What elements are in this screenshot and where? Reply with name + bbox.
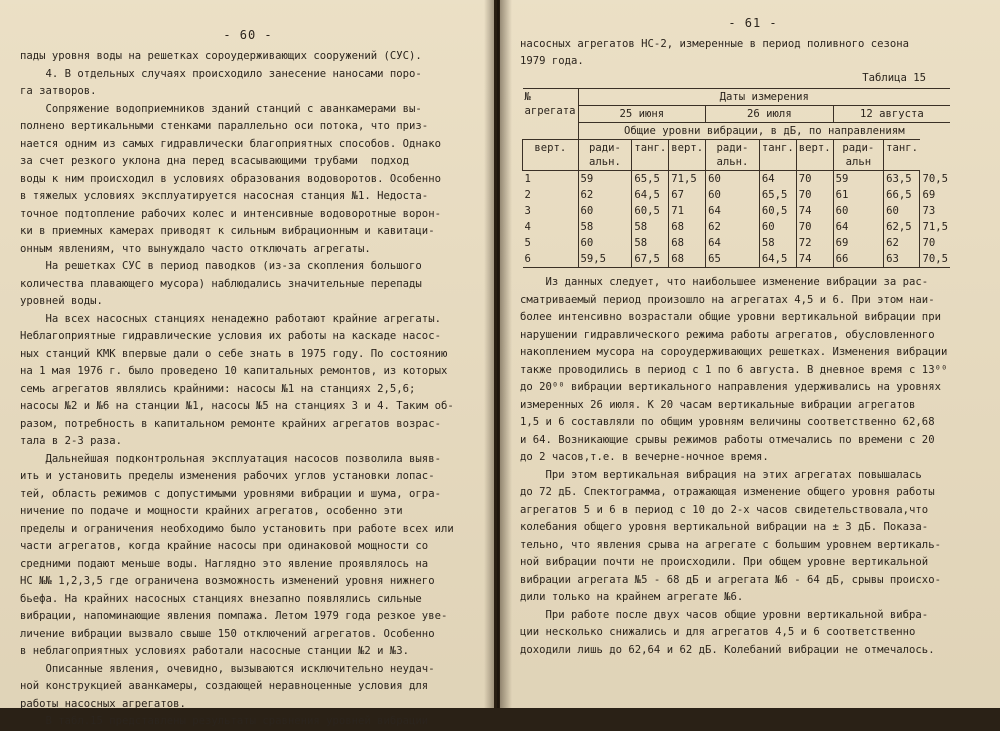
table-row <box>523 203 951 219</box>
date-header: 25 июня <box>578 106 706 123</box>
value-cell: 64,5 <box>632 187 669 203</box>
vibration-table <box>522 88 950 268</box>
text-line: в тяжелых условиях эксплуатируется насосная станция №1. Недоста- <box>20 190 429 202</box>
value-cell: 63,5 <box>884 171 920 188</box>
row-header: № агрегата <box>523 89 579 140</box>
text-line: также проводились в период с 1 по 6 августа. В дневное время с 13⁰⁰ <box>520 363 948 376</box>
text-line: личение вибрации вызвало свыше 150 отключений агрегатов. Особенно <box>20 627 435 640</box>
direction-header: верт. <box>523 140 579 171</box>
right-page <box>500 0 1000 708</box>
direction-header: верт. <box>796 140 833 171</box>
table-row <box>523 219 951 235</box>
text-line: 4. В отдельных случаях происходило занесение наносами поро- <box>20 67 422 80</box>
text-line: количества плавающего мусора) наблюдались значительные перепады <box>20 277 422 290</box>
text-line: На всех насосных станциях ненадежно работают крайние агрегаты. <box>20 312 441 325</box>
value-cell: 72 <box>796 235 833 251</box>
text-line: тельно, что явления срыва на агрегате с большим уровнем вертикаль- <box>520 538 941 551</box>
value-cell: 65,5 <box>759 187 796 203</box>
value-cell: 71,5 <box>920 219 950 235</box>
value-cell: 59 <box>833 171 883 188</box>
value-cell: 68 <box>669 251 706 268</box>
unit-number-cell: 5 <box>524 237 531 249</box>
text-line: ничение по подаче и мощности крайних агрегатов, особенно эти <box>20 505 403 517</box>
value-cell: 73 <box>920 203 950 219</box>
text-line: нается одним из самых гидравлически благоприятных способов. Однако <box>20 137 441 150</box>
value-cell: 61 <box>833 187 883 203</box>
value-cell: 65,5 <box>632 171 669 188</box>
text-line: тей, область режимов с допустимыми уровнями вибрации и шума, огра- <box>20 487 441 500</box>
text-line: 1979 года. <box>520 55 584 67</box>
text-line: накоплением мусора на сороудерживающих решетках. Изменения вибрации <box>520 346 948 358</box>
date-header: 12 августа <box>833 106 950 123</box>
value-cell: 60 <box>578 203 632 219</box>
value-cell: 69 <box>833 235 883 251</box>
value-cell: 66 <box>833 251 883 268</box>
table-row <box>523 187 951 203</box>
value-cell: 62 <box>706 219 760 235</box>
text-line: бьефа. На крайних насосных станциях внезапно появлялись сильные <box>20 592 422 605</box>
page-number: - 60 - <box>223 28 273 42</box>
value-cell: 65 <box>706 251 760 268</box>
value-cell: 58 <box>632 219 669 235</box>
page-body-text <box>520 274 986 659</box>
unit-number-cell: 4 <box>524 221 531 233</box>
text-line: до 2 часов,т.е. в вечерне-ночное время. <box>520 451 769 463</box>
value-cell: 60 <box>833 203 883 219</box>
direction-header: ради-альн. <box>578 140 632 171</box>
unit-number-cell: 1 <box>524 173 531 185</box>
table-row <box>523 171 951 188</box>
value-cell: 64 <box>706 203 760 219</box>
left-page <box>0 0 494 727</box>
text-line: более интенсивно возрастали общие уровни вертикальной вибрации при <box>520 311 941 323</box>
unit-number-cell: 3 <box>524 205 531 217</box>
text-line: дили только на крайнем агрегате №6. <box>520 591 744 603</box>
value-cell: 71,5 <box>669 171 706 188</box>
text-line: вибрации агрегата №5 - 68 дБ и агрегата №6 - 64 дБ, срывы происхо- <box>520 573 941 586</box>
text-line: ной вибрации почти не происходили. При общем уровне вертикальной <box>520 556 929 568</box>
text-line: Описанные явления, очевидно, вызываются исключительно неудач- <box>20 662 435 675</box>
text-line: насосных агрегатов НС-2, измеренные в период поливного сезона <box>520 38 910 50</box>
value-cell: 66,5 <box>884 187 920 203</box>
text-line: ной конструкцией аванкамеры, создающей неравноценные условия для <box>20 680 429 692</box>
value-cell: 70,5 <box>920 251 950 268</box>
value-cell: 70 <box>796 187 833 203</box>
direction-header: танг. <box>632 140 669 171</box>
value-cell: 68 <box>669 219 706 235</box>
direction-header: танг. <box>884 140 920 171</box>
value-cell: 58 <box>759 235 796 251</box>
text-line: пределы и ограничения необходимо было установить при работе всех или <box>20 522 454 535</box>
table-caption <box>520 36 986 70</box>
value-cell: 60 <box>578 235 632 251</box>
text-line: тала в 2-3 раза. <box>20 435 123 447</box>
direction-header: ради-альн <box>833 140 883 171</box>
value-cell: 68 <box>669 235 706 251</box>
text-line: Неблагоприятные гидравлические условия их работы на каскаде насос- <box>20 330 441 342</box>
value-cell: 63 <box>884 251 920 268</box>
text-line: измеренных 26 июля. К 20 часам вертикальные вибрации агрегатов <box>520 398 916 411</box>
text-line: работы насосных агрегатов. <box>20 697 186 710</box>
value-cell: 71 <box>669 203 706 219</box>
levels-header: Общие уровни вибрации, в дБ, по направлениям <box>578 123 950 140</box>
value-cell: 64 <box>833 219 883 235</box>
direction-header: верт. <box>669 140 706 171</box>
text-line: средними подают меньше воды. Наглядно это явление проявлялось на <box>20 557 429 570</box>
text-line: ки в приемных камерах приводят к сильным вибрационным и кавитаци- <box>20 225 435 237</box>
value-cell: 70 <box>920 235 950 251</box>
value-cell: 64,5 <box>759 251 796 268</box>
text-line: точное подтопление рабочих колес и интенсивные водоворотные ворон- <box>20 207 441 220</box>
value-cell: 58 <box>632 235 669 251</box>
text-line: ить и установить пределы изменения рабочих углов установки лопас- <box>20 470 435 482</box>
page-body-text <box>20 48 476 731</box>
text-line: сматриваемый период произошло на агрегатах 4,5 и 6. При этом наи- <box>520 293 935 306</box>
table-row <box>523 235 951 251</box>
text-line: нарушении гидравлического режима работы агрегатов, обусловленного <box>520 328 935 341</box>
value-cell: 60,5 <box>632 203 669 219</box>
value-cell: 74 <box>796 203 833 219</box>
value-cell: 67,5 <box>632 251 669 268</box>
page-number: - 61 - <box>728 16 778 30</box>
text-line: в неблагоприятных условиях работали насосные станции №2 и №3. <box>20 645 410 657</box>
direction-header: ради-альн. <box>706 140 760 171</box>
table-title: Таблица 15 <box>862 72 926 84</box>
text-line: доходили лишь до 62,64 и 62 дБ. Колебаний вибрации не отмечалось. <box>520 643 935 656</box>
value-cell: 62 <box>884 235 920 251</box>
text-line: В табл.15 представлены результаты сравнения уровней вибрации <box>20 715 429 727</box>
text-line: разом, потребность в капитальном ремонте крайних агрегатов возрас- <box>20 417 441 430</box>
unit-number-cell: 2 <box>524 189 531 201</box>
table-row <box>523 251 951 268</box>
text-line: за счет резкого уклона дна перед всасывающими трубами подход <box>20 155 410 167</box>
text-line: до 72 дБ. Спектограмма, отражающая изменение общего уровня работы <box>520 486 935 498</box>
dates-header: Даты измерения <box>578 89 950 106</box>
text-line: онным явлениям, что вынуждало часто отключать агрегаты. <box>20 242 371 255</box>
text-line: На решетках СУС в период паводков (из-за скопления большого <box>20 260 422 272</box>
text-line: части агрегатов, когда крайние насосы при одинаковой мощности со <box>20 540 429 552</box>
text-line: полнено вертикальными стенками параллельно оси потока, что приз- <box>20 120 429 132</box>
value-cell: 62,5 <box>884 219 920 235</box>
value-cell: 60 <box>706 187 760 203</box>
value-cell: 59 <box>578 171 632 188</box>
text-line: НС №№ 1,2,3,5 где ограничена возможность изменений уровня нижнего <box>20 575 435 587</box>
text-line: ных станций КМК впервые дали о себе знать в 1975 году. По состоянию <box>20 347 448 360</box>
value-cell: 70,5 <box>920 171 950 188</box>
value-cell: 59,5 <box>578 251 632 268</box>
value-cell: 64 <box>759 171 796 188</box>
direction-header: танг. <box>759 140 796 171</box>
text-line: до 20⁰⁰ вибрации вертикального направления удерживались на уровнях <box>520 381 941 393</box>
value-cell: 60,5 <box>759 203 796 219</box>
value-cell: 62 <box>578 187 632 203</box>
text-line: пады уровня воды на решетках сороудерживающих сооружений (СУС). <box>20 50 422 62</box>
value-cell: 70 <box>796 219 833 235</box>
value-cell: 60 <box>759 219 796 235</box>
text-line: вибрации, напоминающие явления помпажа. Летом 1979 года резкое уве- <box>20 610 448 622</box>
text-line: семь агрегатов являлись крайними: насосы №1 на станциях 2,5,6; <box>20 382 416 395</box>
value-cell: 60 <box>706 171 760 188</box>
text-line: При работе после двух часов общие уровни вертикальной вибра- <box>520 608 929 621</box>
value-cell: 70 <box>796 171 833 188</box>
text-line: Сопряжение водоприемников зданий станций с аванкамерами вы- <box>20 102 422 115</box>
text-line: 1,5 и 6 составляли по общим уровням величины соответственно 62,68 <box>520 416 935 428</box>
text-line: При этом вертикальная вибрация на этих агрегатах повышалась <box>520 468 922 481</box>
value-cell: 60 <box>884 203 920 219</box>
unit-number-cell: 6 <box>523 251 579 268</box>
text-line: насосы №2 и №6 на станции №1, насосы №5 на станциях 3 и 4. Таким об- <box>20 400 454 412</box>
text-line: Дальнейшая подконтрольная эксплуатация насосов позволила выяв- <box>20 452 441 465</box>
value-cell: 64 <box>706 235 760 251</box>
text-line: колебания общего уровня вертикальной вибрации на ± 3 дБ. Показа- <box>520 521 929 533</box>
text-line: воды к ним происходил в условиях образования водоворотов. Особенно <box>20 172 441 185</box>
value-cell: 58 <box>578 219 632 235</box>
value-cell: 74 <box>796 251 833 268</box>
text-line: агрегатов 5 и 6 в период с 10 до 2-х часов свидетельствовала,что <box>520 503 929 516</box>
text-line: и 64. Возникающие срывы режимов работы отмечались по времени с 20 <box>520 433 935 446</box>
date-header: 26 июля <box>706 106 834 123</box>
text-line: на 1 мая 1976 г. было проведено 10 капитальных ремонтов, из которых <box>20 365 448 377</box>
text-line: га затворов. <box>20 85 97 97</box>
value-cell: 69 <box>920 187 950 203</box>
text-line: уровней воды. <box>20 295 103 307</box>
text-line: Из данных следует, что наибольшее изменение вибрации за рас- <box>520 276 929 288</box>
text-line: ции несколько снижались и для агрегатов 4,5 и 6 соответственно <box>520 626 916 638</box>
value-cell: 67 <box>669 187 706 203</box>
